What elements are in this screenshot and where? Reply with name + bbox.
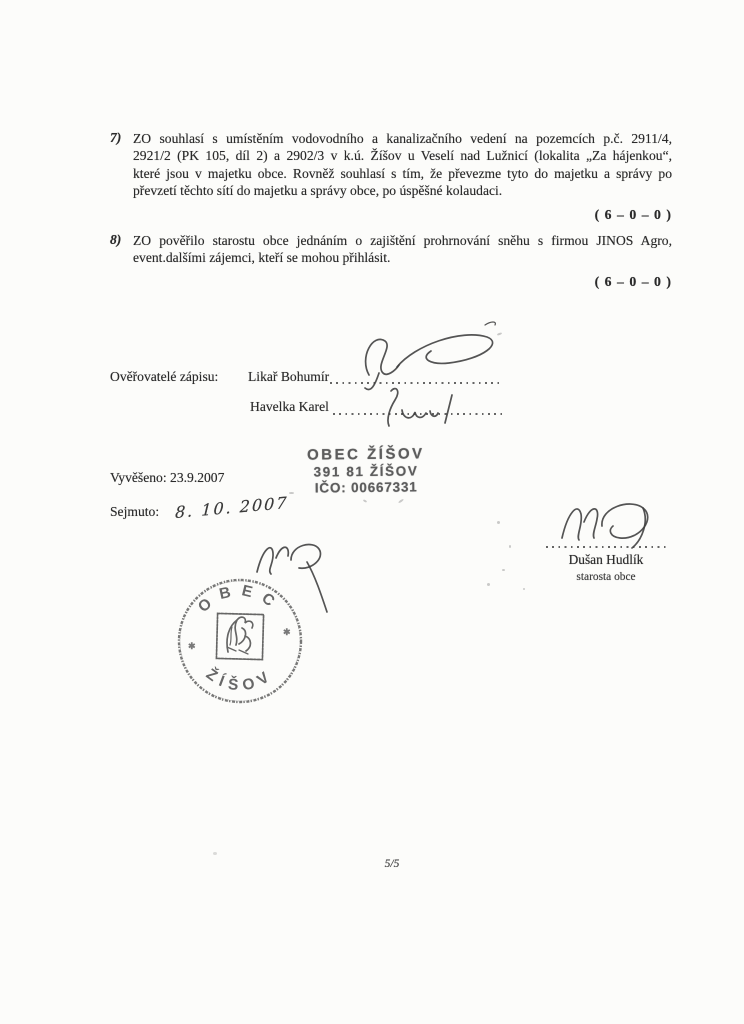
verifiers-label: Ověřovatelé zápisu: [110, 369, 219, 384]
item-text-line: event.dalšími zájemci, kteří se mohou přihlásit. [133, 250, 391, 266]
vote-result: ( 6 – 0 – 0 ) [594, 273, 672, 289]
signature-verifier-2 [372, 383, 482, 429]
item-text-line: 2921/2 (PK 105, díl 2) a 2902/3 v k.ú. Žíšov u Veselí nad Lužnicí (lokalita „Za hájenkou“, [133, 148, 672, 164]
seal-bottom-text: ŽÍŠOV [202, 665, 278, 695]
item-number: 8) [110, 232, 122, 247]
svg-text:ŽÍŠOV [203, 665, 277, 695]
office-stamp-line: OBEC ŽÍŠOV [306, 445, 425, 464]
removed-date-label: Sejmuto: [110, 504, 160, 519]
signature-verifier-1 [335, 315, 520, 393]
removed-date-handwritten: 8. 10. 2007 [174, 492, 289, 523]
scan-speck [509, 545, 511, 548]
item-text-line: které jsou v majetku obce. Rovněž souhlasí s tím, že převezme tyto do majetku a správy po [133, 165, 672, 181]
scan-speck [363, 499, 367, 503]
posted-date-label: Vyvěšeno: 23.9.2007 [110, 470, 225, 485]
item-number: 7) [110, 130, 122, 145]
scan-speck [502, 569, 505, 571]
item-text [133, 130, 672, 200]
item-text-line: ZO pověřilo starostu obce jednáním o zajištění prohrnování sněhu s firmou JINOS Agro, [133, 233, 672, 248]
scan-speck [497, 521, 500, 524]
item-text-line: ZO souhlasí s umístěním vodovodního a kanalizačního vedení na pozemcích p.č. 2911/4, [133, 131, 672, 146]
office-stamp [286, 445, 447, 496]
scan-speck [289, 492, 294, 494]
vote-result: ( 6 – 0 – 0 ) [594, 206, 672, 222]
scan-speck [523, 588, 525, 590]
item-text-line: převzetí těchto sítí do majetku a správy obce, po úspěšné kolaudaci. [133, 183, 503, 199]
office-stamp-line: 391 81 ŽÍŠOV [313, 463, 419, 480]
seal-top-text: OBEC [195, 582, 285, 617]
verifier-name-2: Havelka Karel [250, 399, 329, 414]
scan-speck [398, 498, 404, 503]
signature-over-seal [245, 532, 340, 624]
signature-mayor [548, 496, 678, 551]
verifier-name-1: Likař Bohumír [248, 369, 330, 384]
seal-star-right: ✱ [283, 627, 291, 637]
mayor-title: starosta obce [576, 571, 636, 583]
scan-speck [487, 583, 490, 586]
mayor-name: Dušan Hudlík [568, 552, 644, 567]
agenda-item-8 [110, 232, 672, 290]
signature-line [546, 546, 668, 548]
seal-star-left: ✱ [188, 641, 196, 651]
agenda-item-7 [110, 130, 672, 223]
scan-speck [213, 852, 217, 855]
item-text [133, 232, 672, 267]
office-stamp-line: IČO: 00667331 [314, 479, 418, 496]
page-number: 5/5 [384, 858, 400, 870]
